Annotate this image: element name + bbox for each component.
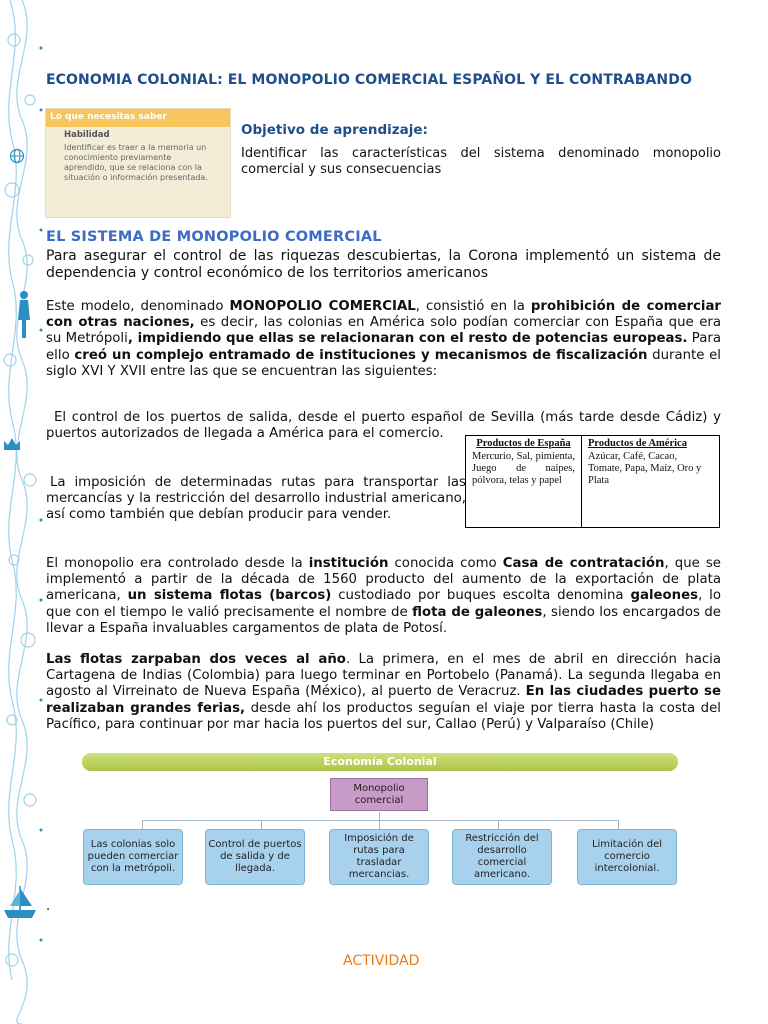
paragraph-imposicion-rutas: La imposición de determinadas rutas para transportar las mercancías y la restricción del desarrollo industrial americano, así como también que debían producir para vender. — [46, 475, 466, 523]
paragraph-intro: Para asegurar el control de las riquezas descubiertas, la Corona implementó un sistema de dependencia y control económico de los territorios americanos — [46, 248, 721, 281]
diagram-leaf-node: Control de puertos de salida y de llegada. — [205, 829, 305, 885]
diagram-center-node: Monopolio comercial — [330, 778, 428, 811]
diagram-leaf-node: Imposición de rutas para trasladar mercancias. — [329, 829, 429, 885]
diagram-connector — [618, 820, 619, 829]
diagram-connector — [142, 820, 618, 821]
trailing-dot: . — [46, 899, 51, 914]
page-title: ECONOMIA COLONIAL: EL MONOPOLIO COMERCIAL ESPAÑOL Y EL CONTRABANDO — [46, 72, 692, 88]
products-spain-header: Productos de España — [476, 438, 571, 449]
products-america-header: Productos de América — [588, 438, 687, 449]
diagram-connector — [142, 820, 143, 829]
skill-card-body: Identificar es traer a la memoria un conocimiento previamente aprendido, que se relaciona con la situación o información presentada. — [64, 143, 208, 182]
ship-icon — [0, 882, 40, 922]
paragraph-casa-contratacion: El monopolio era controlado desde la institución conocida como Casa de contratación, que se implementó a partir de la década de 1560 producto del aumento de la exportación de plata americana, un sistema flotas (barcos) custodiado por buques escolta denomina galeones, lo que con el tiempo le valió precisamente el nombre de flota de galeones, siendo los encargados de llevar a España invaluables cargamentos de plata de Potosí. — [46, 556, 722, 636]
skill-card-subtitle: Habilidad — [64, 130, 110, 140]
diagram-connector — [379, 812, 380, 820]
diagram-leaf-node: Limitación del comercio intercolonial. — [577, 829, 677, 885]
crown-icon — [2, 436, 22, 452]
paragraph-flotas: Las flotas zarpaban dos veces al año. La primera, en el mes de abril en dirección hacia Cartagena de Indias (Colombia) para luego terminar en Portobelo (Panamá). La segunda llegaba en agosto al Virreinato de Nueva España (México), al puerto de Veracruz. En las ciudades puerto se realizaban grandes ferias, desde ahí los productos seguían el viaje por tierra hasta la costa del Pacífico, para continuar por mar hacia los puertos del sur, Callao (Perú) y Valparaíso (Chile) — [46, 652, 722, 732]
objective-label: Objetivo de aprendizaje: — [241, 122, 428, 138]
diagram-connector — [379, 820, 380, 829]
diagram-connector — [261, 820, 262, 829]
section-title: EL SISTEMA DE MONOPOLIO COMERCIAL — [46, 229, 382, 245]
products-table — [465, 435, 720, 528]
diagram-leaf-node: Las colonias solo pueden comerciar con la metrópoli. — [83, 829, 183, 885]
diagram-leaf-node: Restricción del desarrollo comercial americano. — [452, 829, 552, 885]
objective-text: Identificar las características del sistema denominado monopolio comercial y sus consecuencias — [241, 146, 721, 177]
skill-card — [45, 108, 231, 218]
diagram-connector — [498, 820, 499, 829]
products-america-column — [582, 436, 719, 527]
paragraph-control-puertos: El control de los puertos de salida, desde el puerto español de Sevilla (más tarde desde Cádiz) y puertos autorizados de llegada a América para el comercio. — [46, 410, 721, 442]
products-america-list: Azúcar, Café, Cacao, Tomate, Papa, Maíz, Oro y Plata — [588, 451, 702, 486]
paragraph-monopolio: Este modelo, denominado MONOPOLIO COMERCIAL, consistió en la prohibición de comerciar con otras naciones, es decir, las colonias en América solo podían comerciar con España que era su Metrópoli, impidiendo que ellas se relacionaran con el resto de potencias europeas. Para ello creó un complejo entramado de instituciones y mecanismos de fiscalización durante el siglo XVI Y XVII entre las que se encuentran las siguientes: — [46, 299, 721, 379]
figure-icon — [14, 290, 34, 340]
skill-card-header: Lo que necesitas saber — [46, 109, 230, 127]
diagram-banner: Economía Colonial — [82, 753, 678, 771]
products-spain-list: Mercurio, Sal, pimienta, Juego de naipes, pólvora, telas y papel — [472, 451, 575, 486]
actividad-heading: ACTIVIDAD — [343, 953, 420, 969]
globe-icon — [9, 148, 25, 164]
products-spain-column — [466, 436, 582, 527]
economia-colonial-diagram — [80, 750, 680, 900]
